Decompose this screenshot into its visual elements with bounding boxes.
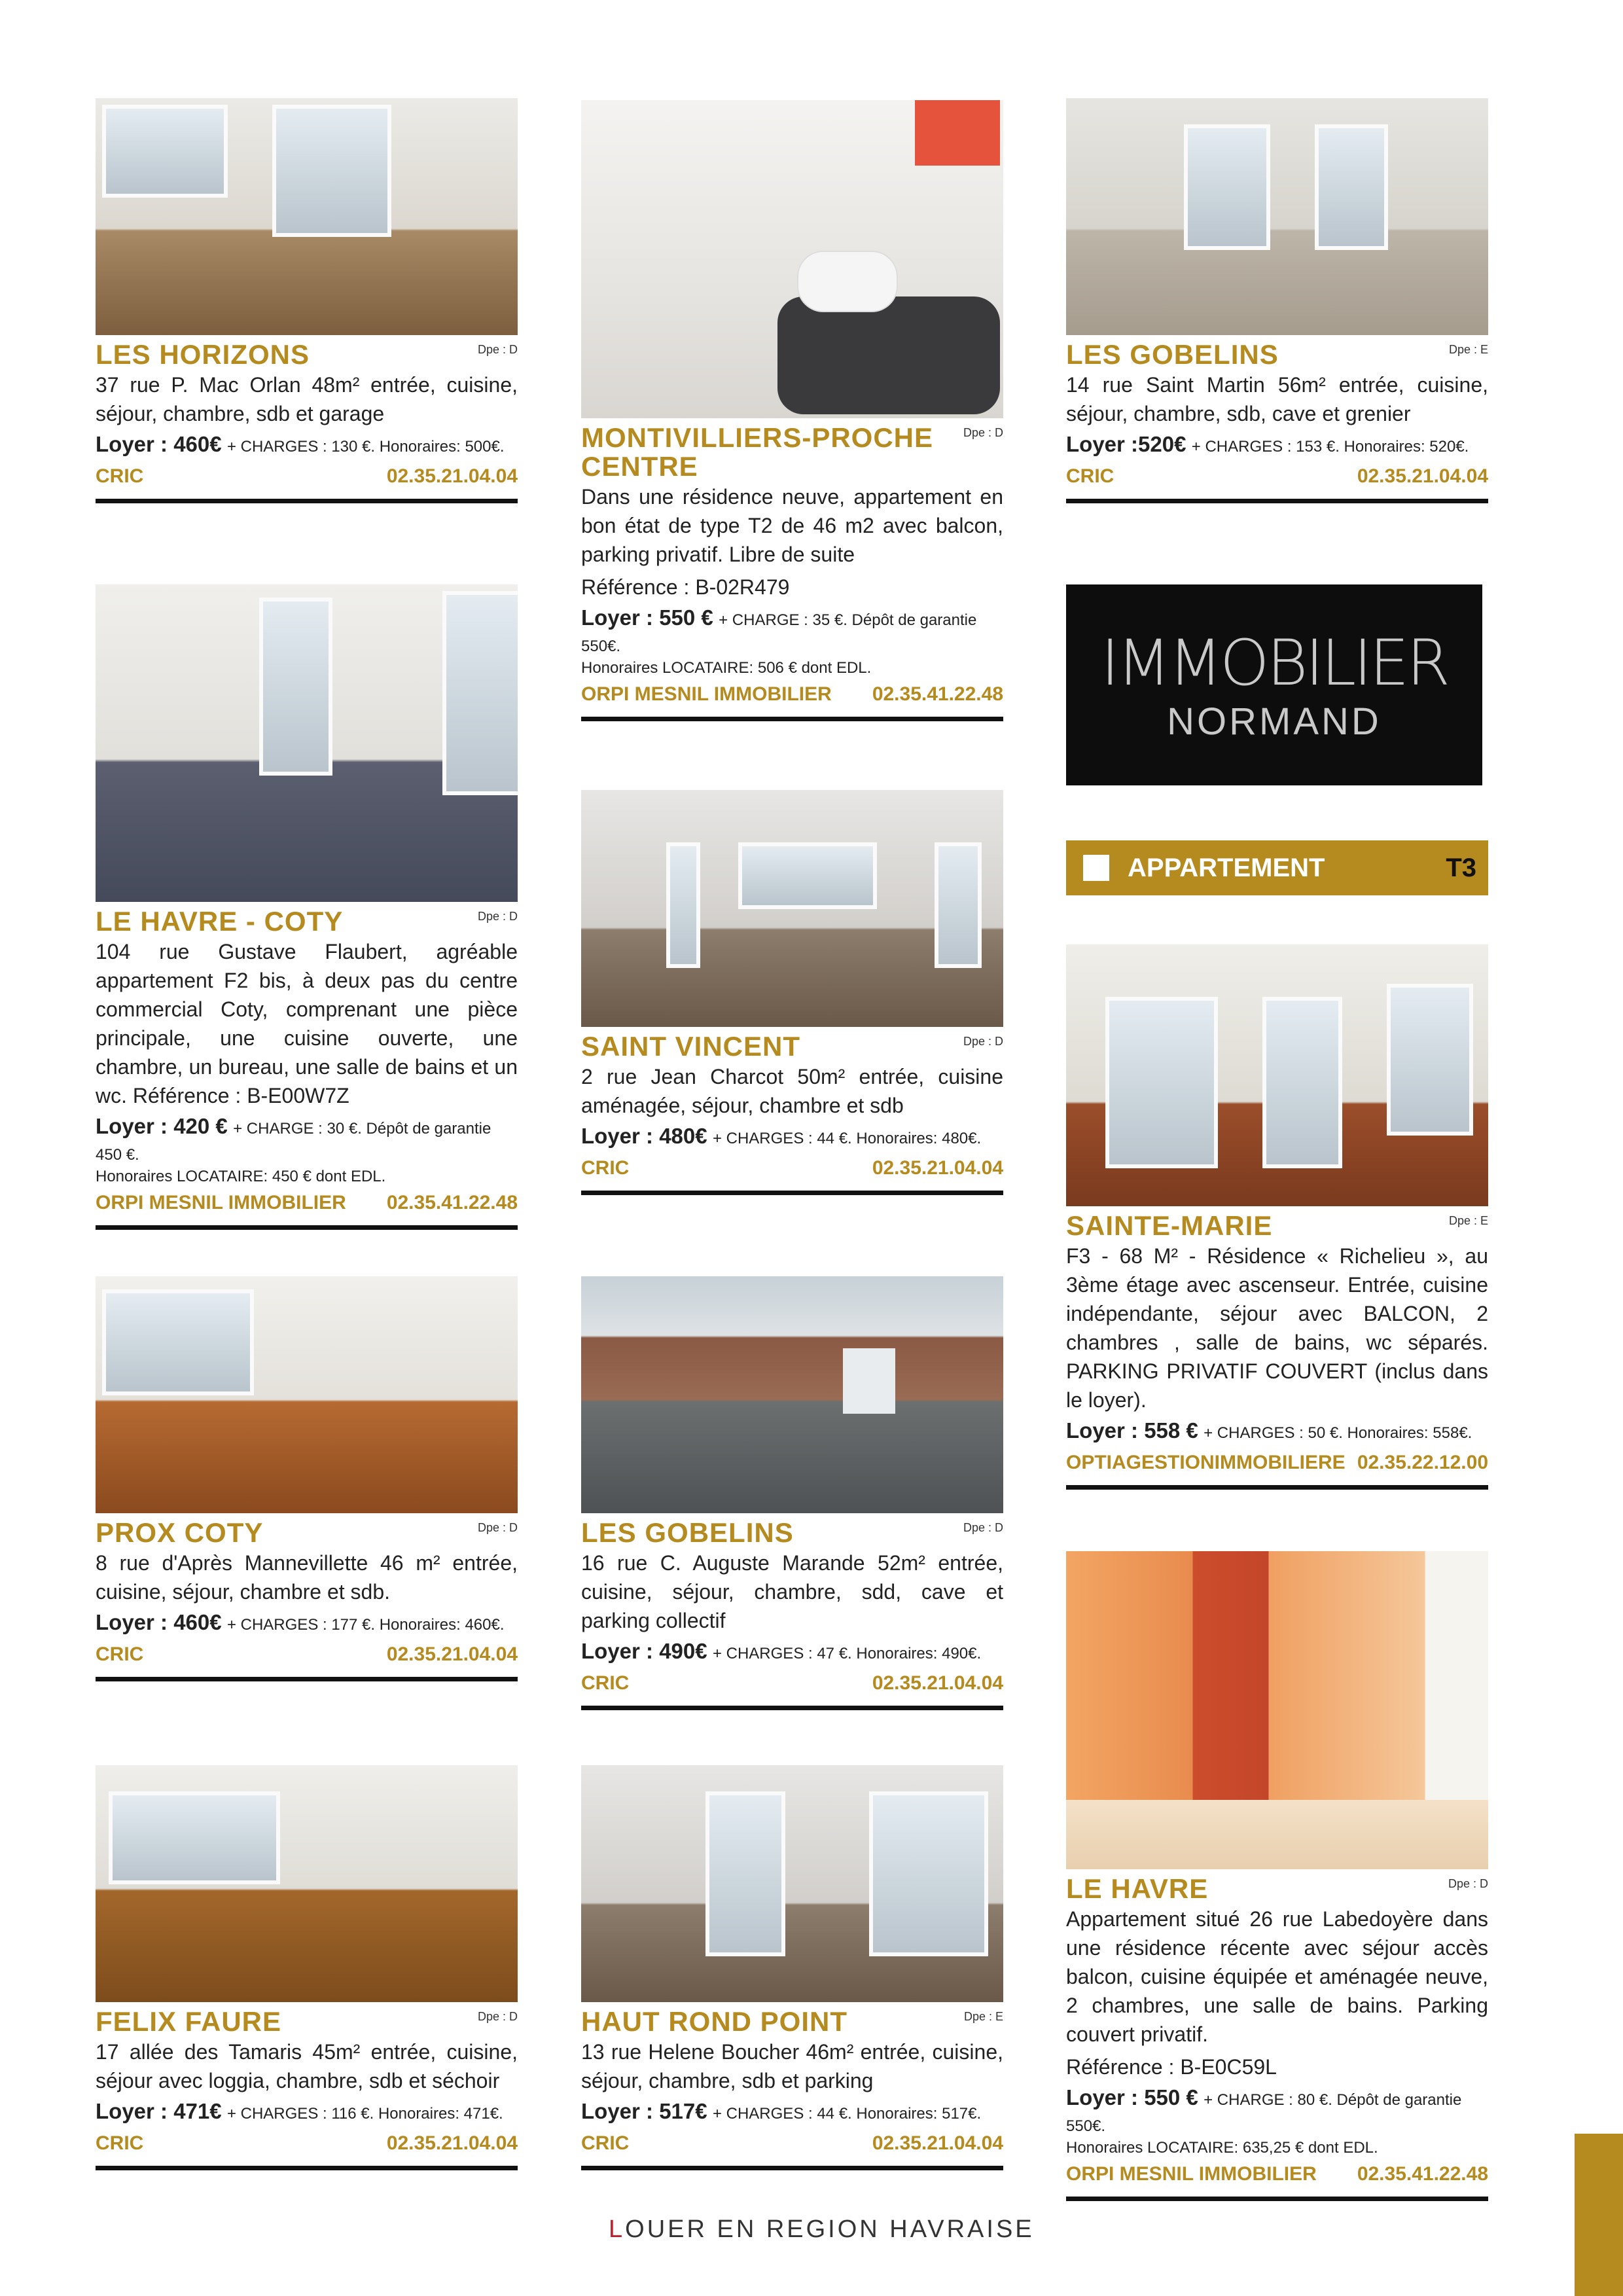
listing-photo bbox=[96, 1276, 518, 1513]
phone-link[interactable]: 02.35.21.04.04 bbox=[1357, 465, 1488, 487]
listing-card[interactable] bbox=[96, 584, 518, 1230]
banner-type: T3 bbox=[1446, 853, 1476, 882]
rent-line bbox=[96, 1610, 518, 1638]
listing-title: SAINTE-MARIE bbox=[1066, 1210, 1273, 1241]
rent: Loyer :520€ bbox=[1066, 432, 1186, 456]
listing-photo bbox=[1066, 1551, 1488, 1869]
fees: Honoraires LOCATAIRE: 506 € dont EDL. bbox=[581, 659, 872, 677]
rent: Loyer : 420 € bbox=[96, 1114, 228, 1138]
phone-link[interactable]: 02.35.21.04.04 bbox=[386, 1643, 518, 1665]
agency: ORPI MESNIL IMMOBILIER bbox=[581, 683, 832, 705]
agency: CRIC bbox=[96, 1643, 144, 1665]
rent: Loyer : 490€ bbox=[581, 1639, 707, 1663]
contact-line bbox=[581, 1155, 1003, 1195]
rent: Loyer : 460€ bbox=[96, 432, 222, 456]
charges: + CHARGES : 44 €. Honoraires: 517€. bbox=[712, 2105, 982, 2123]
listing-photo bbox=[1066, 98, 1488, 335]
listing-description: 16 rue C. Auguste Marande 52m² entrée, cuisine, séjour, chambre, sdd, cave et parking collectif bbox=[581, 1551, 1003, 1632]
listing-title: LE HAVRE bbox=[1066, 1873, 1209, 1904]
listing-title: PROX COTY bbox=[96, 1517, 264, 1548]
listing-card[interactable] bbox=[1066, 944, 1488, 1490]
listing-description: 13 rue Helene Boucher 46m² entrée, cuisine, séjour, chambre, sdb et parking bbox=[581, 2040, 1003, 2092]
fees: Honoraires LOCATAIRE: 635,25 € dont EDL. bbox=[1066, 2139, 1378, 2157]
rent-line bbox=[581, 1639, 1003, 1666]
listing-description: Appartement situé 26 rue Labedoyère dans une résidence récente avec séjour accès balcon, cuisine équipée et aménagée neuve, 2 chambres, une salle de bains. Parking couvert privatif. bbox=[1066, 1907, 1488, 2046]
listing-title: HAUT ROND POINT bbox=[581, 2006, 847, 2037]
listing-card[interactable] bbox=[1066, 1551, 1488, 2201]
charges: + CHARGES : 116 €. Honoraires: 471€. bbox=[226, 2105, 503, 2123]
charges: + CHARGES : 44 €. Honoraires: 480€. bbox=[712, 1130, 982, 1147]
agency: ORPI MESNIL IMMOBILIER bbox=[96, 1192, 346, 1213]
rent: Loyer : 517€ bbox=[581, 2099, 707, 2123]
banner-label: APPARTEMENT bbox=[1128, 853, 1325, 882]
square-icon bbox=[1083, 855, 1109, 881]
dpe-rating: Dpe : D bbox=[477, 910, 518, 923]
dpe-rating: Dpe : E bbox=[1448, 343, 1488, 356]
fees: Honoraires LOCATAIRE: 450 € dont EDL. bbox=[96, 1168, 386, 1185]
agency: CRIC bbox=[581, 1157, 630, 1179]
dpe-rating: Dpe : D bbox=[963, 1521, 1003, 1534]
listing-photo bbox=[96, 584, 518, 902]
dpe-rating: Dpe : E bbox=[1448, 1214, 1488, 1227]
listing-photo bbox=[581, 1276, 1003, 1513]
dpe-rating: Dpe : D bbox=[477, 1521, 518, 1534]
listing-description: 17 allée des Tamaris 45m² entrée, cuisine, séjour avec loggia, chambre, sdb et séchoir bbox=[96, 2040, 518, 2092]
rent-line bbox=[581, 605, 1003, 659]
rent: Loyer : 471€ bbox=[96, 2099, 222, 2123]
reference: Référence : B-02R479 bbox=[581, 575, 790, 599]
phone-link[interactable]: 02.35.21.04.04 bbox=[872, 1672, 1003, 1694]
agency: CRIC bbox=[96, 2132, 144, 2154]
rent: Loyer : 550 € bbox=[581, 605, 713, 630]
contact-line bbox=[1066, 463, 1488, 503]
listing-card[interactable] bbox=[581, 100, 1003, 721]
charges: + CHARGES : 153 €. Honoraires: 520€. bbox=[1191, 438, 1469, 456]
rent: Loyer : 558 € bbox=[1066, 1418, 1198, 1443]
listing-card[interactable] bbox=[96, 98, 518, 503]
listing-title: SAINT VINCENT bbox=[581, 1031, 801, 1062]
phone-link[interactable]: 02.35.41.22.48 bbox=[1357, 2163, 1488, 2185]
agency-logo bbox=[1066, 584, 1482, 785]
agency: CRIC bbox=[581, 2132, 630, 2154]
charges: + CHARGES : 130 €. Honoraires: 500€. bbox=[226, 438, 505, 456]
listing-photo bbox=[1066, 944, 1488, 1206]
listing-description: F3 - 68 M² - Résidence « Richelieu », au 3ème étage avec ascenseur. Entrée, cuisine indépendante, séjour avec BALCON, 2 chambres , salle de bains, wc séparés. PARKING PRIVATIF COUVERT (inclus dans le loyer). bbox=[1066, 1244, 1488, 1412]
listing-photo bbox=[96, 98, 518, 335]
listing-title: LE HAVRE - COTY bbox=[96, 906, 344, 937]
listing-description: 2 rue Jean Charcot 50m² entrée, cuisine aménagée, séjour, chambre et sdb bbox=[581, 1065, 1003, 1117]
dpe-rating: Dpe : D bbox=[963, 426, 1003, 439]
charges: + CHARGES : 47 €. Honoraires: 490€. bbox=[712, 1645, 982, 1662]
listing-title: LES GOBELINS bbox=[1066, 339, 1279, 370]
listing-title: LES GOBELINS bbox=[581, 1517, 794, 1548]
rent-line bbox=[1066, 432, 1488, 459]
listing-description: Dans une résidence neuve, appartement en bon état de type T2 de 46 m2 avec balcon, parking privatif. Libre de suite bbox=[581, 485, 1003, 566]
rent-line bbox=[96, 432, 518, 459]
charges: + CHARGES : 177 €. Honoraires: 460€. bbox=[226, 1616, 505, 1634]
contact-line bbox=[581, 2130, 1003, 2170]
listing-photo bbox=[581, 100, 1003, 418]
listing-title: LES HORIZONS bbox=[96, 339, 310, 370]
listing-card[interactable] bbox=[1066, 98, 1488, 503]
agency: OPTIAGESTIONIMMOBILIERE bbox=[1066, 1452, 1346, 1473]
listing-photo bbox=[96, 1765, 518, 2002]
dpe-rating: Dpe : D bbox=[1448, 1877, 1488, 1890]
contact-line bbox=[96, 2130, 518, 2170]
page-edge-tab bbox=[1575, 2134, 1623, 2296]
listing-card[interactable] bbox=[581, 1276, 1003, 1710]
listing-card[interactable] bbox=[581, 1765, 1003, 2170]
listing-photo bbox=[581, 1765, 1003, 2002]
dpe-rating: Dpe : D bbox=[477, 2010, 518, 2023]
logo-line1: IMMOBILIER bbox=[1101, 626, 1448, 700]
rent-line bbox=[96, 1114, 518, 1168]
listing-description: 37 rue P. Mac Orlan 48m² entrée, cuisine, séjour, chambre, sdb et garage bbox=[96, 373, 518, 425]
listing-card[interactable] bbox=[96, 1276, 518, 1681]
rent-line bbox=[581, 1124, 1003, 1151]
listing-card[interactable] bbox=[96, 1765, 518, 2170]
reference: Référence : B-E0C59L bbox=[1066, 2055, 1277, 2079]
listing-title: MONTIVILLIERS-PROCHE CENTRE bbox=[581, 422, 934, 482]
rent: Loyer : 460€ bbox=[96, 1610, 222, 1634]
phone-link[interactable]: 02.35.21.04.04 bbox=[872, 1157, 1003, 1179]
rent-line bbox=[1066, 1418, 1488, 1446]
phone-link[interactable]: 02.35.21.04.04 bbox=[872, 2132, 1003, 2154]
contact-line bbox=[1066, 1450, 1488, 1490]
contact-line bbox=[96, 1641, 518, 1681]
agency: CRIC bbox=[1066, 465, 1115, 487]
rent: Loyer : 550 € bbox=[1066, 2085, 1198, 2109]
contact-line bbox=[581, 1670, 1003, 1710]
charges: + CHARGES : 50 €. Honoraires: 558€. bbox=[1204, 1424, 1472, 1442]
contact-line bbox=[96, 463, 518, 503]
phone-link[interactable]: 02.35.41.22.48 bbox=[386, 1192, 518, 1213]
listing-title: FELIX FAURE bbox=[96, 2006, 282, 2037]
phone-link[interactable]: 02.35.41.22.48 bbox=[872, 683, 1003, 705]
charges: + CHARGE : 30 €. Dépôt de garantie 450 €. bbox=[96, 1120, 491, 1164]
dpe-rating: Dpe : D bbox=[477, 343, 518, 356]
phone-link[interactable]: 02.35.21.04.04 bbox=[386, 2132, 518, 2154]
rent-line bbox=[581, 2099, 1003, 2126]
contact-line bbox=[96, 1190, 518, 1230]
listing-description: 14 rue Saint Martin 56m² entrée, cuisine, séjour, chambre, sdb, cave et grenier bbox=[1066, 373, 1488, 425]
rent-line bbox=[1066, 2085, 1488, 2139]
agency: ORPI MESNIL IMMOBILIER bbox=[1066, 2163, 1317, 2185]
phone-link[interactable]: 02.35.21.04.04 bbox=[386, 465, 518, 487]
listing-description: 8 rue d'Après Mannevillette 46 m² entrée, cuisine, séjour, chambre et sdb. bbox=[96, 1551, 518, 1604]
charges: + CHARGE : 80 €. Dépôt de garantie 550€. bbox=[1066, 2091, 1462, 2135]
footer-text: OUER EN REGION HAVRAISE bbox=[625, 2215, 1035, 2243]
dpe-rating: Dpe : E bbox=[963, 2010, 1003, 2023]
listing-card[interactable] bbox=[581, 790, 1003, 1195]
agency: CRIC bbox=[96, 465, 144, 487]
listing-description: 104 rue Gustave Flaubert, agréable appartement F2 bis, à deux pas du centre commercial Coty, comprenant une pièce principale, une cuisine ouverte, une chambre, un bureau, une salle de bains et un wc. Référence : B-E00W7Z bbox=[96, 940, 518, 1107]
footer-first-letter: L bbox=[609, 2215, 626, 2243]
charges: + CHARGE : 35 €. Dépôt de garantie 550€. bbox=[581, 611, 977, 655]
listing-photo bbox=[581, 790, 1003, 1027]
rent-line bbox=[96, 2099, 518, 2126]
contact-line bbox=[581, 681, 1003, 721]
dpe-rating: Dpe : D bbox=[963, 1035, 1003, 1048]
page-footer bbox=[609, 2215, 1035, 2244]
rent: Loyer : 480€ bbox=[581, 1124, 707, 1148]
phone-link[interactable]: 02.35.22.12.00 bbox=[1357, 1452, 1488, 1473]
logo-line2: NORMAND bbox=[1167, 700, 1382, 743]
category-banner bbox=[1066, 840, 1488, 895]
agency: CRIC bbox=[581, 1672, 630, 1694]
contact-line bbox=[1066, 2161, 1488, 2201]
